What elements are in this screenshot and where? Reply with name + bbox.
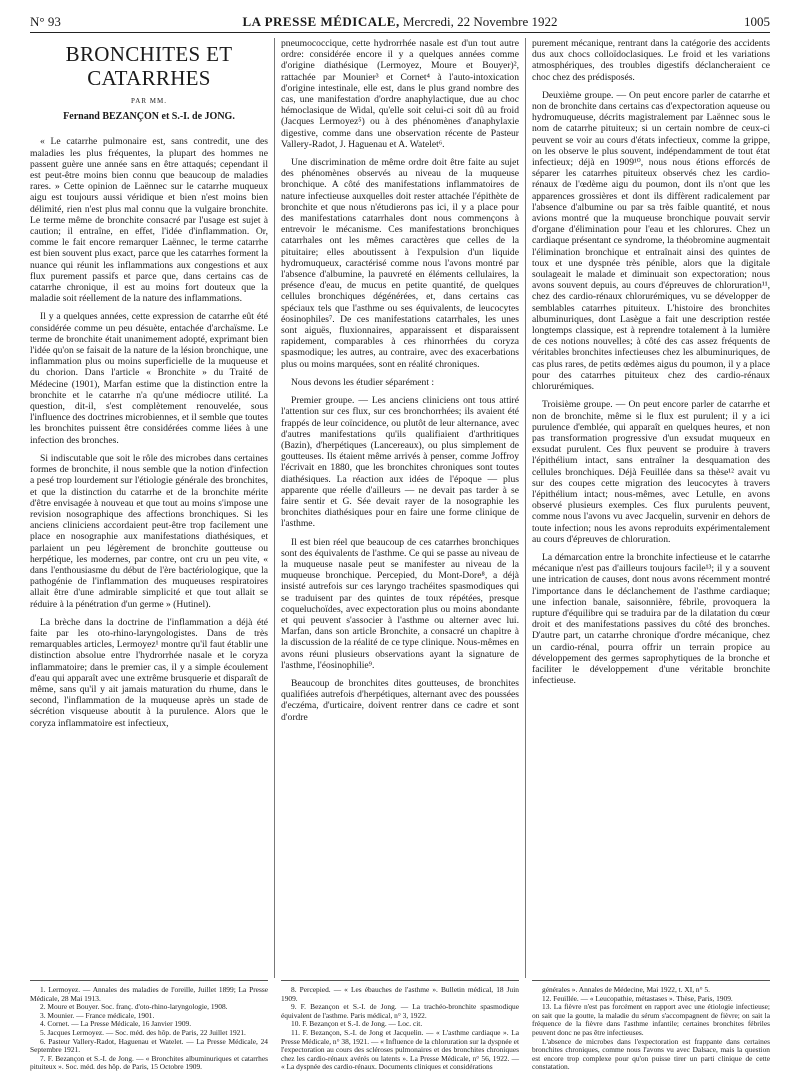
column-divider	[274, 38, 275, 978]
paragraph: La démarcation entre la bronchite infectieuse et le catarrhe mécanique n'est pas d'ailleurs toujours facile¹³; il y a souvent une intrication de causes, dont nous avons récemment montré l'importance dans le déclanchement de l'asthme cardiaque; une infection banale, saisonnière, fébrile, provoquera la rupture d'équilibre qui se traduira par de la dilatation du cœur droit et des manifestations passives du côté des bronches. D'autre part, un catarrhe chronique d'ordre mécanique, chez un cardio-rénal, pourra offrir un terrain propice au développement des germes saprophytiques de la bronche et faciliter le développement d'une véritable bronchite infectieuse.	[532, 551, 770, 687]
text-column-1	[30, 38, 268, 729]
column-divider	[525, 38, 526, 978]
paragraph: Nous devons les étudier séparément :	[291, 376, 435, 388]
paragraph: Deuxième groupe. — On peut encore parler de catarrhe et non de bronchite dans certains cas d'expectoration aqueuse ou hydromuqueuse, décrits magistralement par Laënnec sous le nom de catarrhe pituiteux; si un certain nombre de ceux-ci peuvent se voir au cours d'états infectieux, comme la grippe, on les observe le plus souvent, indépendamment de tout état infectieux; déjà en 1909¹⁰, nous nous étions efforcés de séparer les catarrhes pituiteux observés chez les cardio-rénaux de l'œdème aigu du poumon, dont ils n'ont que les apparences grossières et dont ils diffèrent radicalement par l'absence d'albumine ou par sa très faible quantité, et nous avions montré que la muqueuse bronchique pouvait servir d'organe d'élimination pour l'eau et les chlorures. Chez un cardiaque présentant ce syndrome, la théobromine augmentait l'élimination bronchique et entraînait ainsi des quintes de toux et une dyspnée très pénible, alors que la digitale soulageait le malade et diminuait son expectoration; nous avons souvent depuis, au cours d'épreuves de chloruration¹¹, chez des cardio-rénaux chlorurémiques, vu se développer de semblables catarrhes pituiteux. L'histoire des bronchites albuminuriques, dont Lasègue a fait une description restée longtemps classique, est à reprendre totalement à la lumière de ces notions nouvelles; à côté des cas assez fréquents de véritables bronchites infectieuses chez les albuminuriques, de cas plus rares, de petits œdèmes aigus du poumon, il y a place pour des catarrhes pituiteux chez des cardio-rénaux chlorurémiques.	[532, 89, 770, 393]
footnote-rule	[281, 980, 519, 981]
footnote: 8. Percepied. — « Les ébauches de l'asthme ». Bulletin médical, 18 Juin 1909.	[281, 985, 519, 1003]
paragraph: Premier groupe. — Les anciens cliniciens ont tous attiré l'attention sur ces flux, sur ces bronchorrhées; ils avaient été frappés de leur coïncidence, ou plutôt de leur alternance, avec d'autres manifestations qu'ils qualifiaient d'arthritiques (Bazin), d'herpétiques (Lancereaux), ou plus simplement de goutteuses. Ils étaient même arrivés à penser, comme Joffroy l'écrivait en 1880, que les bronchites chroniques sont toutes diathésiques. La réaction aux idées de l'époque — plus apparente que réelle d'ailleurs — ne devait pas tarder à se faire sentir et G. Sée devait rayer de la nosographie les bronchites diathésiques pour en faire une forme clinique de l'asthme.	[281, 395, 519, 530]
journal-line	[30, 14, 770, 30]
paragraph: purement mécanique, rentrant dans la catégorie des accidents dus aux chocs colloïdoclasiques. Le froid et les variations atmosphériques, des troubles digestifs déclancheraient ce choc chez des prédisposés.	[532, 38, 770, 83]
footnote: 13. La fièvre n'est pas forcément en rapport avec une étiologie infectieuse; on sait que la goutte, la maladie du sérum s'accompagnent de fièvre; on sait la fréquence de la fièvre dans l'asthme infantile; certaines bronchites fébriles peuvent donc ne pas être infectieuses.	[532, 1002, 770, 1037]
footnotes-column-3	[532, 986, 770, 1072]
paragraph: Il y a quelques années, cette expression de catarrhe eût été considérée comme un peu désuète, entachée d'archaïsme. Le terme de bronchite était unanimement adopté, exprimant bien l'idée qu'on se faisait de la nature de la lésion bronchique, une inflammation plus ou moins superficielle de la muqueuse et du chorion. Dans l'article « Bronchite » du Traité de Médecine (1901), Marfan estime que la distinction entre la bronchite et le catarrhe n'a qu'une médiocre utilité. La question, dit-il, s'est complètement renouvelée, sous l'influence des doctrines microbiennes, et il semble que toutes les bronchites puissent être considérées comme liées à une infection des bronches.	[30, 311, 268, 446]
byline-par: PAR MM.	[131, 97, 167, 105]
running-head	[30, 12, 770, 33]
footnote: 12. Feuillée. — « Leucopathie, métastases ». Thèse, Paris, 1909.	[542, 993, 733, 1003]
footnote: L'absence de microbes dans l'expectoration est frappante dans certaines bronchites chroniques, comme nous l'avons vu avec Dalsace, mais la question est encore trop complexe pour qu'on puisse tirer un parti clinique de cette constatation.	[532, 1036, 770, 1072]
paragraph: Il est bien réel que beaucoup de ces catarrhes bronchiques sont des équivalents de l'asthme. Ce qui se passe au niveau de la muqueuse nasale peut se manifester au niveau de la muqueuse bronchique. Percepied, du Mont-Dore⁸, a déjà insisté autrefois sur ces laryngo trachéites spasmodiques qui se traduisent par des quintes de toux répétées, presque coqueluchoïdes, avec expectoration plus ou moins abondante et qui peuvent s'associer à l'asthme ou alterner avec lui. Marfan, dans son article Bronchite, a consacré un chapitre à la discussion de la réalité de ce type clinique. Nous-mêmes en avons réuni plusieurs observations ayant la signature de l'asthme, l'éosinophilie⁹.	[281, 536, 519, 671]
paragraph: pneumococcique, cette hydrorrhée nasale est d'un tout autre ordre: considérée encore il y a quelques années comme d'origine diathésique (Lermoyez, Moure et Bouyer)², rattachée par Mounier³ et Cornet⁴ à l'auto-intoxication d'origine intestinale, elle est, dans le plus grand nombre des cas, une manifestation d'ordre anaphylactique, due au choc hémoclasique de Widal, qu'elle soit celui-ci soit dû au froid (Jacques Lermoyez⁵) ou à des phénomènes d'anaphylaxie digestive, comme dans une observation récente de Pasteur Vallery-Radot, J. Haguenau et A. Watelet⁶.	[281, 38, 519, 150]
footnotes-column-2	[281, 986, 519, 1072]
footnote: 5. Jacques Lermoyez. — Soc. méd. des hôp. de Paris, 22 Juillet 1921.	[40, 1027, 246, 1037]
footnote: 11. F. Bezançon, S.-I. de Jong et Jacquelin. — « L'asthme cardiaque ». La Presse Médicale, n° 38, 1921. — « Influence de la chloruration sur la dyspnée et l'expectoration au cours des scléroses pulmonaires et des bronchites chroniques chez les cardio-rénaux avérés ou latents ». La Presse Médicale, n° 56, 1922. — « La dyspnée des cardio-rénaux. Documents cliniques et considérations	[281, 1027, 519, 1072]
paragraph: Une discrimination de même ordre doit être faite au sujet des phénomènes observés au niveau de la muqueuse bronchique. A côté des manifestations inflammatoires de nature infectieuse auxquelles doit rester attachée l'épithète de bronchite et que nous n'étudierons pas ici, il y a place pour des manifestations catarrhales dont nous commençons à entrevoir le mécanisme. Ces manifestations bronchiques catarrhales ont les mêmes caractères que celles de la pituitaire; elles aboutissent à l'expulsion d'un liquide hydromuqueux, caractérisé comme nous l'avons montré par l'absence d'albumine, la pauvreté en éléments cellulaires, la présence d'eau, de mucus en petite quantité, de quelques cellules bronchiques dégénérées, et, dans certains cas spéciaux tels que l'asthme ou ses équivalents, de leucocytes éosinophiles⁷. De ces manifestations catarrhales, les unes sont aiguës, fluxionnaires, apparaissent et disparaissent rapidement, comparables à ces rhinorrhées du coryza spasmodique; les autres, au contraire, avec des exacerbations plus ou moins marquées, sont en réalité chroniques.	[281, 157, 519, 370]
article-title: BRONCHITES ET CATARRHES	[65, 42, 233, 90]
footnote: générales ». Annales de Médecine, Mai 1922, t. XI, n° 5.	[542, 985, 710, 994]
paragraph: Troisième groupe. — On peut encore parler de catarrhe et non de bronchite, même si le flux est purulent; il y a ici purulence d'emblée, qui apparaît en quelques heures, et non pas transformation progressive d'un exsudat muqueux en exsudat purulent. Ces flux peuvent se produire à travers l'épithélium intact, sans entraîner la desquamation des cellules bronchiques. Déjà Feuillée dans sa thèse¹² avait vu sur des coupes cette migration des leucocytes à travers l'épithélium intact; nous-mêmes, avec Letulle, en avons observé plusieurs exemples. Ces flux purulents peuvent, comme nous l'avons vu avec Jacquelin, survenir en dehors de toute infection; nous les avons reproduits expérimentalement au cours d'épreuves de chloruration.	[532, 399, 770, 545]
footnote: 2. Moure et Bouyer. Soc. franç. d'oto-rhino-laryngologie, 1908.	[40, 1002, 228, 1012]
article-authors: Fernand BEZANÇON et S.-I. de JONG.	[63, 111, 235, 123]
footnote: 4. Cornet. — La Presse Médicale, 16 Janvier 1909.	[40, 1019, 192, 1029]
footnote: 3. Mounier. — France médicale, 1901.	[40, 1010, 155, 1020]
footnotes-column-1	[30, 986, 268, 1072]
footnote: 7. F. Bezançon et S.-I. de Jong. — « Bronchites albuminuriques et catarrhes pituiteux ». Soc. méd. des hôp. de Paris, 15 Octobre 1909.	[30, 1053, 268, 1072]
journal-name: LA PRESSE MÉDICALE,	[242, 14, 400, 29]
footnote: 9. F. Bezançon et S.-I. de Jong. — La trachéo-bronchite spasmodique équivalent de l'asthme. Paris médical, n° 3, 1922.	[281, 1002, 519, 1020]
paragraph: La brèche dans la doctrine de l'inflammation a déjà été faite par les oto-rhino-laryngologistes. Dans de très remarquables articles, Lermoyez¹ montre qu'il faut établir une distinction absolue entre l'hydrorrhée nasale et le coryza inflammatoire; dans le premier cas, il y a simple écoulement d'eau qui apparaît avec une extrême brusquerie et disparaît de même, sans qu'il y ait jamais maturation du rhume, dans le second, l'inflammation de la muqueuse après un stade de sécrétion visqueuse aboutit à la purulence. Alors que le coryza inflammatoire est infectieux,	[30, 616, 268, 729]
text-column-2	[281, 38, 519, 723]
page-number-right: 1005	[744, 14, 770, 29]
page-number-left: N° 93	[30, 14, 61, 29]
paragraph: Si indiscutable que soit le rôle des microbes dans certaines formes de bronchite, il nous semble que la notion d'infection a pesé trop lourdement sur l'étiologie générale des bronchites, et que la distinction du catarrhe et de la bronchite mérite d'être envisagée à nouveau et que tout au moins s'impose une revision nosographique des affections bronchiques. Si les anciens cliniciens accordaient peut-être trop facilement une place en nosographie aux manifestations diathésiques, et parlaient un peu légèrement de bronchite goutteuse ou herpétique, les modernes, par contre, ont cru un peu vite, « dans l'enthousiasme du début de l'ère bactériologique, que la pathogénie de l'inflammation des muqueuses respiratoires allait être d'une admirable simplicité et que tout allait se réduire à la pénétration d'un germe » (Hutinel).	[30, 452, 268, 610]
issue-date: Mercredi, 22 Novembre 1922	[402, 14, 558, 29]
text-column-3	[532, 38, 770, 686]
footnote: 6. Pasteur Vallery-Radot, Haguenau et Watelet. — La Presse Médicale, 24 Septembre 1921.	[30, 1036, 268, 1055]
footnote: 1. Lermoyez. — Annales des maladies de l'oreille, Juillet 1899; La Presse Médicale, 28 Mai 1913.	[30, 985, 268, 1003]
paragraph: Beaucoup de bronchites dites goutteuses, de bronchites qualifiées autrefois d'herpétiques, alternant avec des poussées d'eczéma, d'urticaire, doivent rentrer dans ce cadre et sont d'ordre	[281, 677, 519, 723]
footnote-rule	[532, 980, 770, 981]
footnote: 10. F. Bezançon et S.-I. de Jong. — Loc. cit.	[291, 1019, 423, 1029]
footnote-rule	[30, 980, 268, 981]
paragraph: « Le catarrhe pulmonaire est, sans contredit, une des maladies les plus fréquentes, la plupart des hommes ne passent guère une année sans en être attaqués; cependant il est peut-être moins bien connu que beaucoup de maladies rares. » Cette opinion de Laënnec sur le catarrhe muqueux aigu est toujours aussi véridique et bien n'est moins bien délimité, rien n'est plus mal connu que la vulgaire bronchite. Le terme même de bronchite consacré par l'usage est sujet à caution; il entraîne, en effet, l'idée d'inflammation. Or, comme le fait encore remarquer Laënnec, le terme catarrhe est bien souvent plus exact, parce que les catarrhes forment la nuance qui réunit les inflammations aux congestions et aux flux purement passifs et parce que, dans certains cas de catarrhe chronique, il est au moins fort douteux que la maladie soit réellement de la nature des inflammations.	[30, 136, 268, 305]
